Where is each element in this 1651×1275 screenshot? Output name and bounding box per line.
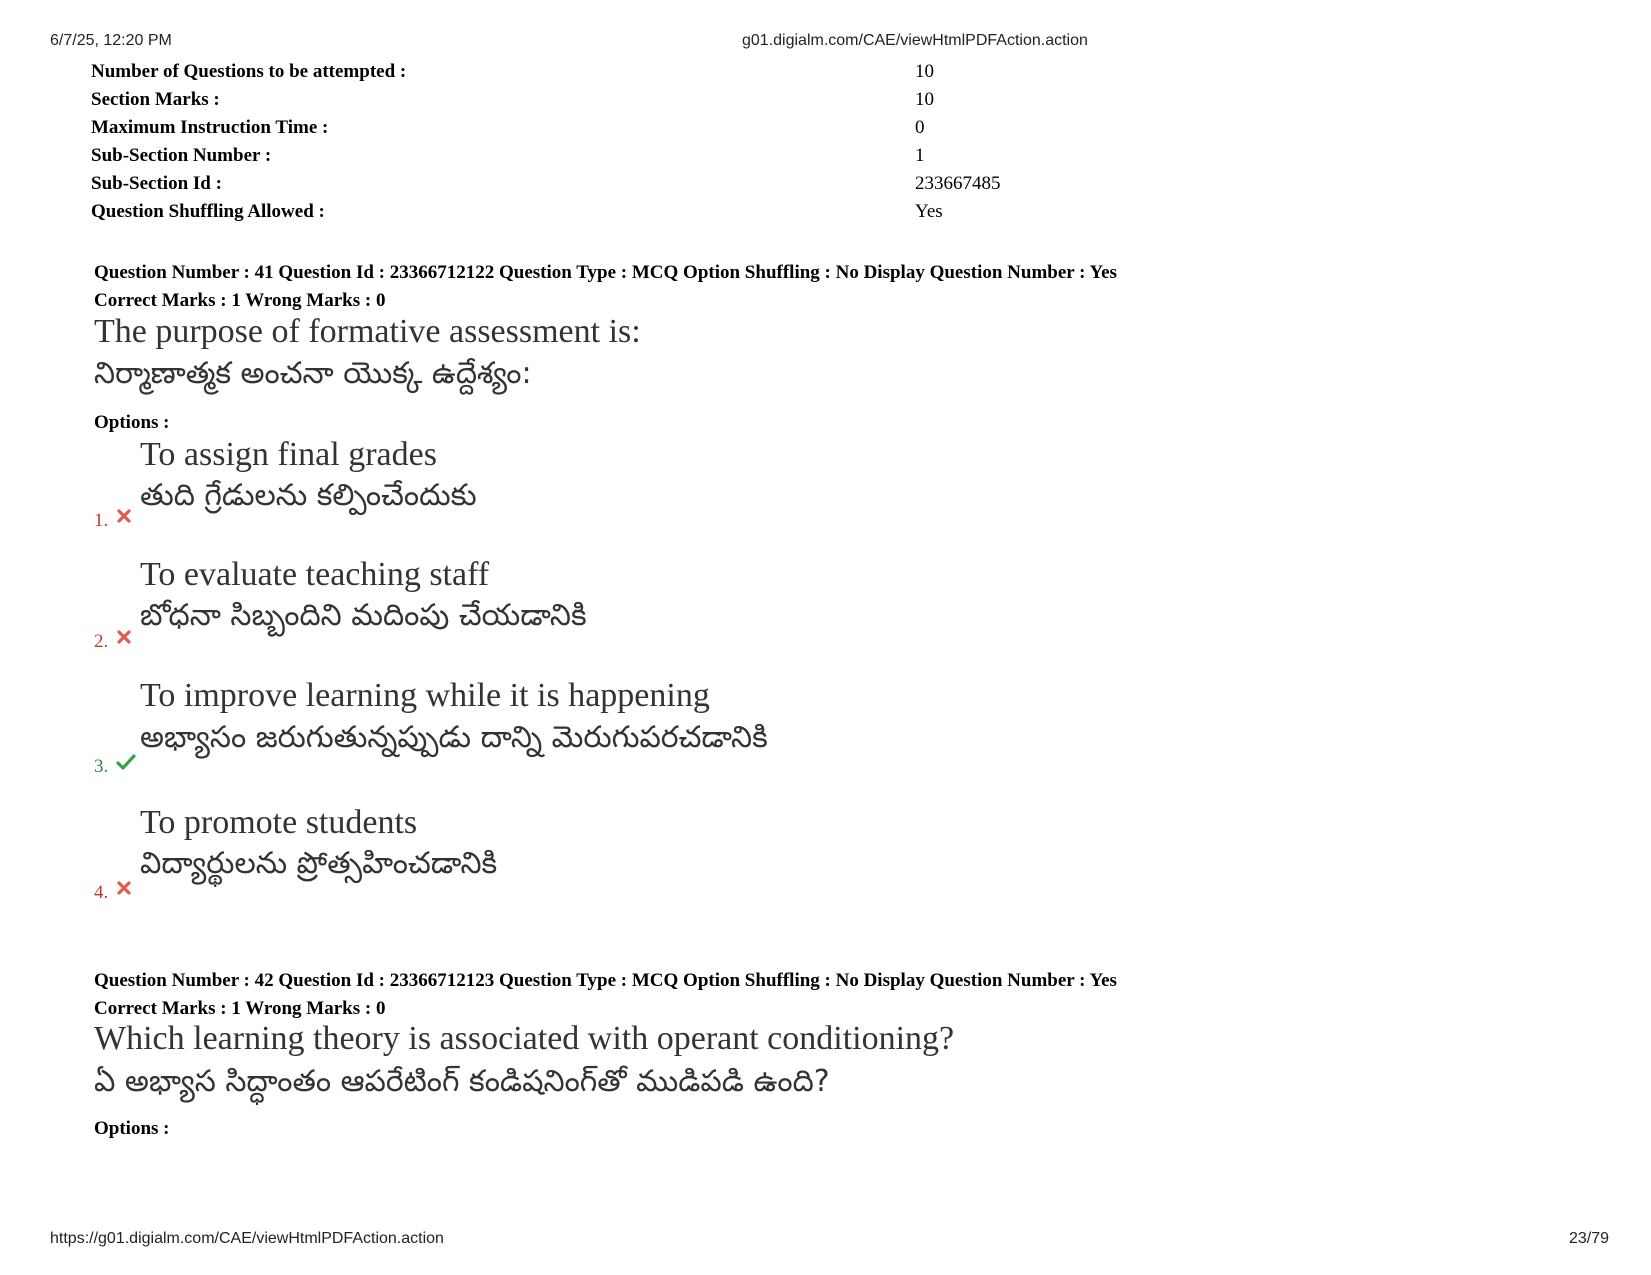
- question-meta: Question Number : 42 Question Id : 23366712123 Question Type : MCQ Option Shuffling : No Display Question Number : Yes: [94, 970, 1117, 991]
- option-text-english: To improve learning while it is happening: [140, 677, 710, 714]
- option-text-telugu: అభ్యాసం జరుగుతున్నప్పుడు దాన్ని మెరుగుపరచడానికి: [140, 720, 768, 755]
- question-text-telugu: నిర్మాణాత్మక అంచనా యొక్క ఉద్దేశ్యం:: [94, 356, 532, 391]
- option-text-english: To evaluate teaching staff: [140, 556, 490, 593]
- print-page-number: 23/79: [1568, 1230, 1609, 1247]
- cross-icon: [116, 880, 132, 896]
- option-text-telugu: బోధనా సిబ్బందిని మదింపు చేయడానికి: [140, 598, 587, 633]
- option-text-telugu: తుది గ్రేడులను కల్పించేందుకు: [140, 478, 477, 513]
- section-info-value: 10: [915, 89, 934, 110]
- option-text-english: To promote students: [140, 804, 418, 841]
- section-info-label: Section Marks :: [91, 89, 220, 110]
- question-text-english: The purpose of formative assessment is:: [94, 313, 641, 350]
- question-marks: Correct Marks : 1 Wrong Marks : 0: [94, 998, 386, 1019]
- cross-icon: [116, 508, 132, 524]
- option-number: 2.: [94, 631, 109, 652]
- option-number: 1.: [94, 510, 109, 531]
- cross-icon: [116, 629, 132, 645]
- question-meta: Question Number : 41 Question Id : 23366712122 Question Type : MCQ Option Shuffling : No Display Question Number : Yes: [94, 262, 1117, 283]
- section-info-label: Maximum Instruction Time :: [91, 117, 329, 138]
- section-info-value: Yes: [915, 201, 943, 222]
- options-label: Options :: [94, 1118, 170, 1139]
- check-icon: [116, 754, 136, 770]
- print-page-url-title: g01.digialm.com/CAE/viewHtmlPDFAction.action: [742, 32, 1088, 49]
- section-info-value: 1: [915, 145, 925, 166]
- question-text-telugu: ఏ అభ్యాస సిద్ధాంతం ఆపరేటింగ్ కండిషనింగ్‌తో ముడిపడి ఉంది?: [94, 1064, 830, 1099]
- print-footer-url: https://g01.digialm.com/CAE/viewHtmlPDFAction.action: [50, 1230, 444, 1247]
- section-info-value: 0: [915, 117, 925, 138]
- section-info-label: Question Shuffling Allowed :: [91, 201, 325, 222]
- section-info-label: Sub-Section Number :: [91, 145, 272, 166]
- question-marks: Correct Marks : 1 Wrong Marks : 0: [94, 290, 386, 311]
- option-number: 3.: [94, 756, 109, 777]
- print-datetime: 6/7/25, 12:20 PM: [50, 32, 172, 49]
- section-info-value: 10: [915, 61, 934, 82]
- question-text-english: Which learning theory is associated with operant conditioning?: [94, 1020, 955, 1057]
- option-number: 4.: [94, 882, 109, 903]
- section-info-value: 233667485: [915, 173, 1001, 194]
- option-text-english: To assign final grades: [140, 436, 437, 473]
- option-text-telugu: విద్యార్థులను ప్రోత్సహించడానికి: [140, 846, 498, 881]
- options-label: Options :: [94, 412, 170, 433]
- section-info-label: Number of Questions to be attempted :: [91, 61, 407, 82]
- section-info-label: Sub-Section Id :: [91, 173, 222, 194]
